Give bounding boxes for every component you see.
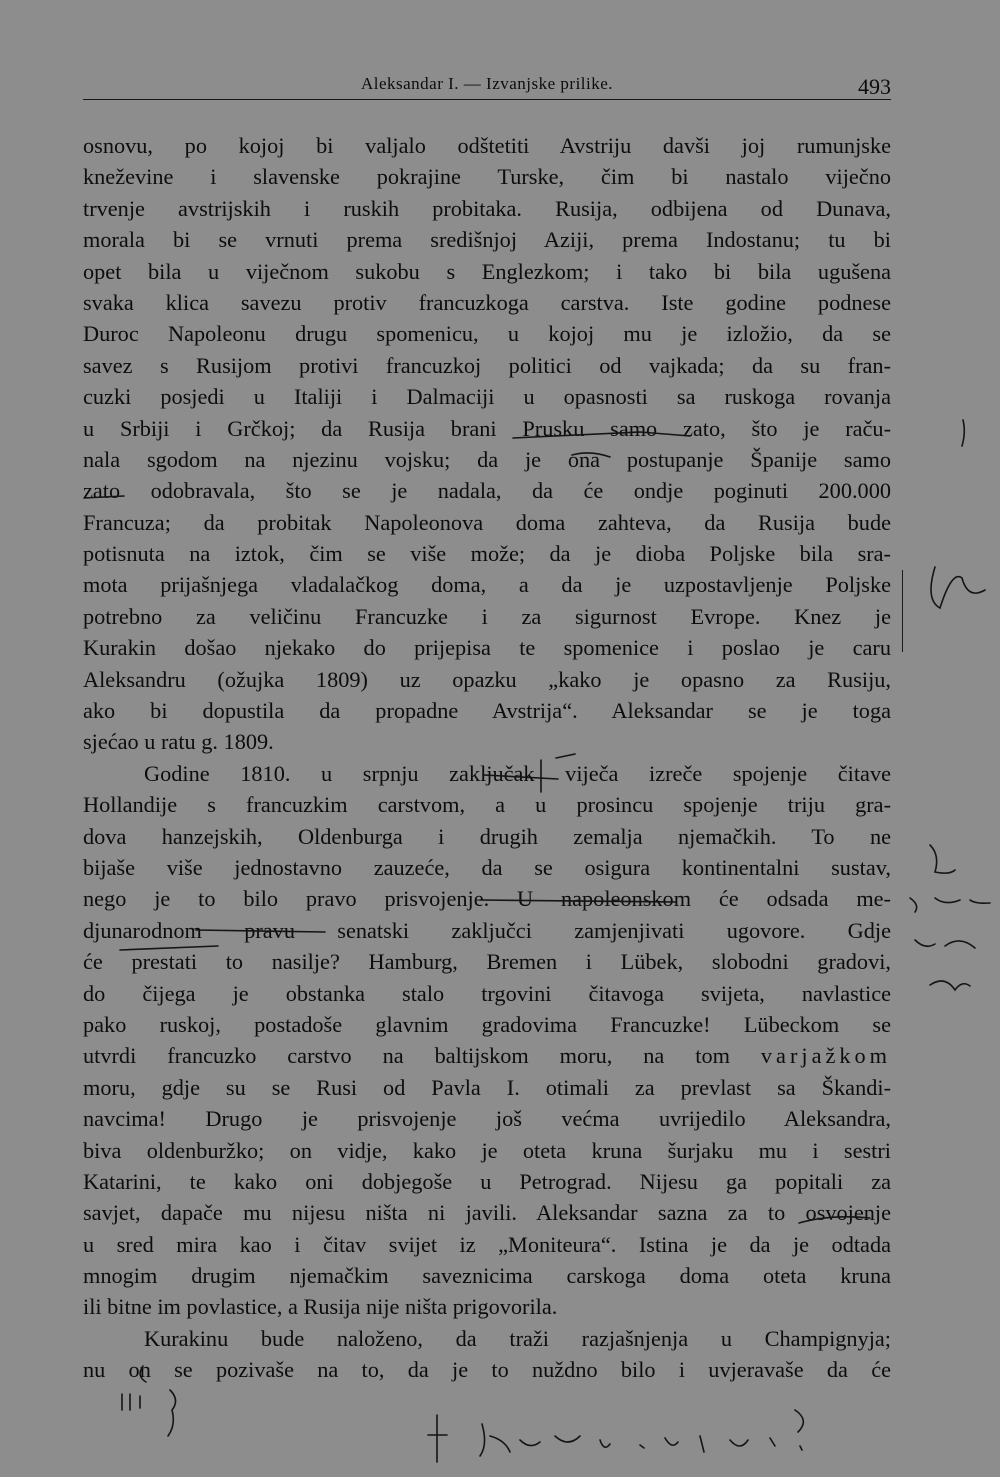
cross-mark <box>428 1415 447 1462</box>
text-line: dova hanzejskih, Oldenburga i drugih zemalja njemačkih. To ne <box>83 823 891 849</box>
emphasized-word: varjažkom <box>760 1043 892 1069</box>
text-line: u Srbiji i Grčkoj; da Rusija brani Prusku samo zato, što je raču- <box>83 415 891 441</box>
text-line: Kurakinu bude naloženo, da traži razjašnjenja u Champignyja; <box>144 1325 891 1351</box>
text-line: sjećao u ratu g. 1809. <box>83 729 274 755</box>
text-line: Aleksandru (ožujka 1809) uz opazku „kako je opasno za Rusiju, <box>83 666 891 692</box>
margin-scribble <box>930 981 970 990</box>
text-line: nala sgodom na njezinu vojsku; da je ona postupanje Španije samo <box>83 446 891 472</box>
header-rule <box>83 99 891 100</box>
body-text <box>83 130 891 1386</box>
text-line: Hollandije s francuzkim carstvom, a u prosincu spojenje triju gra- <box>83 792 891 818</box>
text-line: Kurakin došao njekako do prijepisa te spomenice i poslao je caru <box>83 635 891 661</box>
margin-bracket <box>902 570 903 652</box>
text-line: do čijega je obstanka stalo trgovini čitavoga svijeta, navlastice <box>83 980 891 1006</box>
text-line: opet bila u viječnom sukobu s Englezkom; i tako bi bila ugušena <box>83 258 891 284</box>
text-line: trvenje avstrijskih i ruskih probitaka. Rusija, odbijena od Dunava, <box>83 195 891 221</box>
text-line: u sred mira kao i čitav svijet iz „Moniteura“. Istina je da je odtada <box>83 1231 891 1257</box>
text-line: pako ruskoj, postadoše glavnim gradovima Francuzke! Lübeckom se <box>83 1011 891 1037</box>
running-header <box>83 68 891 98</box>
handwritten-note <box>480 1410 803 1456</box>
text-line: savez s Rusijom protivi francuzkoj politici od vajkada; da su fran- <box>83 352 891 378</box>
text-line: kneževine i slavenske pokrajine Turske, čim bi nastalo viječno <box>83 164 891 190</box>
text-line: Duroc Napoleonu drugu spomenicu, u kojoj mu je izložio, da se <box>83 321 891 347</box>
page-number: 493 <box>858 74 891 99</box>
margin-scribble <box>962 420 964 446</box>
text-line: mnogim drugim njemačkim saveznicima carskoga doma oteta kruna <box>83 1263 891 1289</box>
text-line: bijaše više jednostavno zauzeće, da se osigura kontinentalni sustav, <box>83 854 891 880</box>
margin-scribble <box>930 845 955 873</box>
text-line: Godine 1810. u srpnju zaključak viječa izreče spojenje čitave <box>144 760 891 786</box>
text-line: biva oldenburžko; on vidje, kako je oteta kruna šurjaku mu i sestri <box>83 1137 891 1163</box>
text-line: će prestati to nasilje? Hamburg, Bremen i Lübek, slobodni gradovi, <box>83 949 891 975</box>
text-line: cuzki posjedi u Italiji i Dalmaciji u opasnosti sa ruskoga rovanja <box>83 384 891 410</box>
margin-scribble <box>122 1394 140 1410</box>
text-line: ako bi dopustila da propadne Avstrija“. Aleksandar se je toga <box>83 698 891 724</box>
margin-scribble <box>931 567 985 608</box>
text-line: potisnuta na iztok, čim se više može; da je dioba Poljske bila sra- <box>83 541 891 567</box>
text-line: Katarini, te kako oni dobjegoše u Petrograd. Nijesu ga popitali za <box>83 1168 891 1194</box>
text-line: osnovu, po kojoj bi valjalo odštetiti Avstriju davši joj rumunjske <box>83 133 891 158</box>
text-line: potrebno za veličinu Francuzke i za sigurnost Evrope. Knez je <box>83 603 891 629</box>
text-line: nego je to bilo pravo prisvojenje. U napoleonskom će odsada me- <box>83 886 891 912</box>
margin-scribble <box>168 1390 176 1436</box>
running-title: Aleksandar I. — Izvanjske prilike. <box>360 74 614 93</box>
text-line: ili bitne im povlastice, a Rusija nije ništa prigovorila. <box>83 1294 558 1320</box>
text-line: moru, gdje su se Rusi od Pavla I. otimali za prevlast sa Škandi- <box>83 1074 891 1100</box>
text-line: djunarodnom pravu senatski zaključci zamjenjivati ugovore. Gdje <box>83 917 891 943</box>
text-line: Francuza; da probitak Napoleonova doma zahteva, da Rusija bude <box>83 509 891 535</box>
text-line: svaka klica savezu protiv francuzkoga carstva. Iste godine podnese <box>83 289 891 315</box>
text-line: savjet, dapače mu nijesu ništa ni javili. Aleksandar sazna za to osvojenje <box>83 1200 891 1226</box>
text-line: morala bi se vrnuti prema središnjoj Aziji, prema Indostanu; tu bi <box>83 227 891 253</box>
text-line: nu on se pozivaše na to, da je to nuždno bilo i uvjeravaše da će <box>83 1357 891 1383</box>
margin-scribble <box>910 898 990 912</box>
text-line: mota prijašnjega vladalačkog doma, a da je uzpostavljenje Poljske <box>83 572 891 598</box>
margin-scribble <box>915 940 975 948</box>
text-line <box>83 1040 891 1071</box>
text-line: zato odobravala, što se je nadala, da će ondje poginuti 200.000 <box>83 478 891 504</box>
text-line: navcima! Drugo je prisvojenje još većma uvrijedilo Aleksandra, <box>83 1106 891 1132</box>
text-segment: utvrdi francuzko carstvo na baltijskom moru, na tom <box>83 1043 730 1069</box>
